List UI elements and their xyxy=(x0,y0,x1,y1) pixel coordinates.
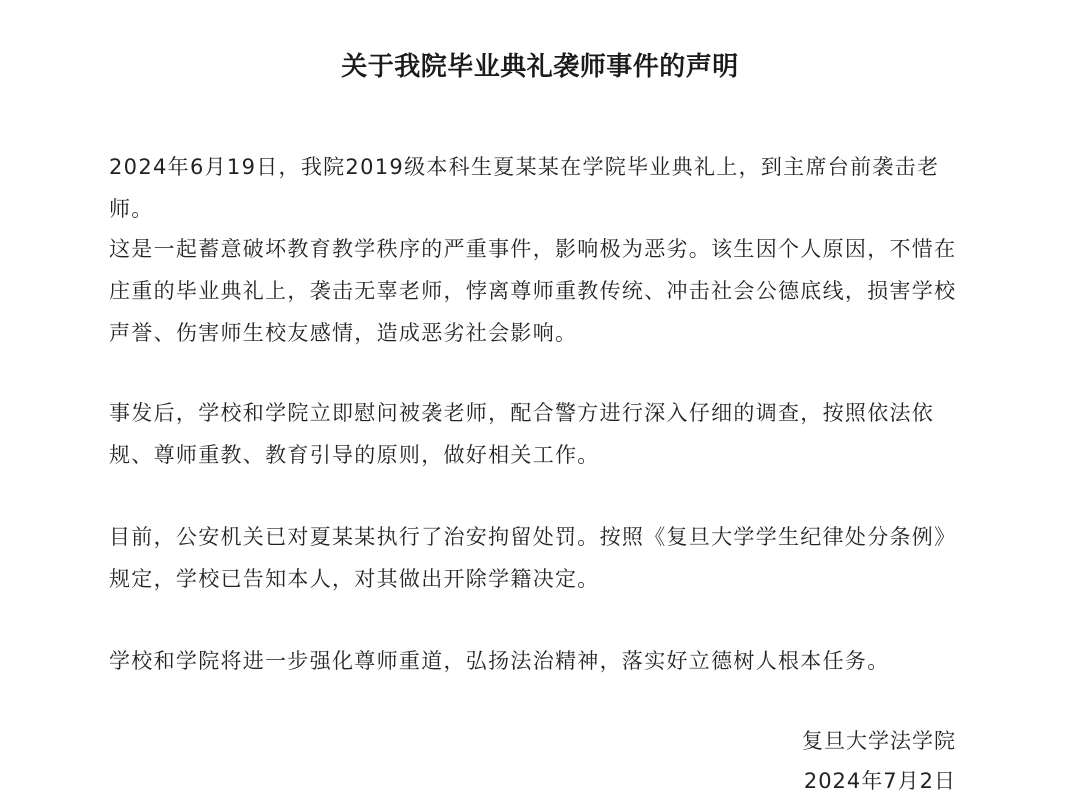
paragraph-incident: 2024年6月19日，我院2019级本科生夏某某在学院毕业典礼上，到主席台前袭击老师。 xyxy=(109,155,940,221)
document-title: 关于我院毕业典礼袭师事件的声明 xyxy=(341,52,739,83)
paragraph-commitment: 学校和学院将进一步强化尊师重道，弘扬法治精神，落实好立德树人根本任务。 xyxy=(109,649,890,673)
paragraph-response: 事发后，学校和学院立即慰问被袭老师，配合警方进行深入仔细的调查，按照依法依规、尊师重教、教育引导的原则，做好相关工作。 xyxy=(109,401,935,467)
signature-date: 2024年7月2日 xyxy=(803,769,956,793)
signature-organization: 复旦大学法学院 xyxy=(802,729,956,753)
paragraph-condemnation: 这是一起蓄意破坏教育教学秩序的严重事件，影响极为恶劣。该生因个人原因，不惜在庄重的毕业典礼上，袭击无辜老师，悖离尊师重教传统、冲击社会公德底线，损害学校声誉、伤害师生校友感情，造成恶劣社会影响。 xyxy=(109,237,957,345)
paragraph-discipline: 目前，公安机关已对夏某某执行了治安拘留处罚。按照《复旦大学学生纪律处分条例》规定，学校已告知本人，对其做出开除学籍决定。 xyxy=(109,525,957,591)
